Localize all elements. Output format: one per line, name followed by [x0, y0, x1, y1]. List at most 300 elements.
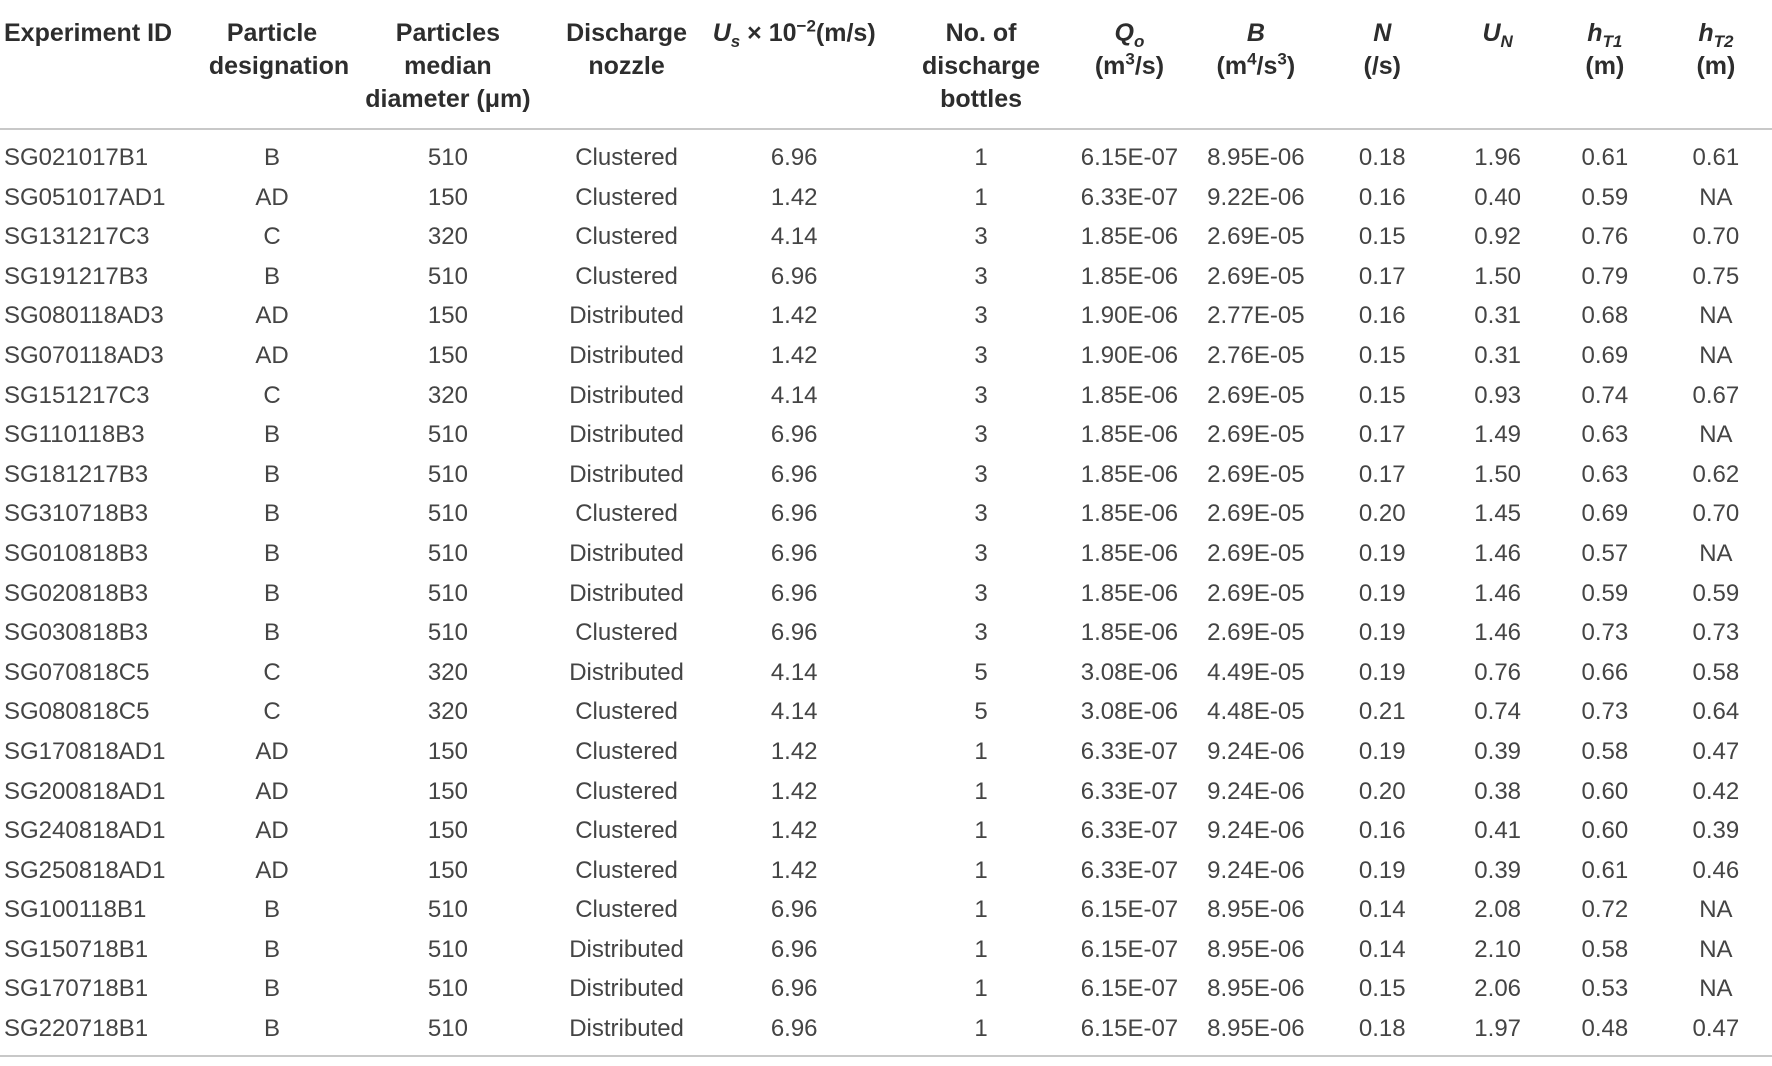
cell-buoyancy-frequency: 0.17: [1358, 460, 1406, 488]
cell-median-diameter: 150: [427, 817, 468, 845]
cell-buoyancy-frequency: 0.18: [1358, 144, 1406, 171]
cell-ht2: 0.59: [1692, 579, 1740, 607]
cell-particle-designation: B: [264, 262, 281, 290]
cell-ht2: 0.70: [1692, 223, 1740, 251]
cell-un: 0.31: [1474, 341, 1522, 369]
header-buoyancy-flux: B $(m^4/s^3)$: [1216, 19, 1296, 80]
cell-buoyancy-frequency: 0.19: [1358, 737, 1406, 765]
cell-particle-designation: B: [264, 421, 281, 449]
cell-ht1: 0.61: [1581, 856, 1629, 884]
cell-buoyancy-flux: 2.69E-05: [1207, 421, 1305, 449]
cell-settling-velocity: 6.96: [770, 619, 818, 647]
cell-discharge-bottles: 1: [974, 856, 988, 884]
cell-median-diameter: 510: [427, 619, 468, 647]
cell-median-diameter: 150: [427, 302, 468, 330]
cell-particle-designation: AD: [255, 302, 289, 330]
cell-discharge-nozzle: Distributed: [569, 539, 684, 567]
cell-buoyancy-frequency: 0.15: [1358, 223, 1406, 251]
cell-flow-rate: 1.85E-06: [1080, 539, 1179, 567]
cell-un: 2.10: [1474, 935, 1522, 963]
table-row: [0, 257, 1772, 297]
cell-discharge-bottles: 3: [974, 223, 988, 251]
cell-discharge-bottles: 1: [974, 183, 988, 211]
cell-discharge-bottles: 5: [974, 658, 988, 686]
cell-buoyancy-flux: 9.22E-06: [1207, 183, 1305, 211]
cell-discharge-nozzle: Clustered: [575, 698, 678, 726]
cell-ht1: 0.69: [1581, 341, 1629, 369]
cell-buoyancy-flux: 9.24E-06: [1207, 856, 1305, 884]
cell-flow-rate: 1.90E-06: [1080, 341, 1179, 369]
cell-experiment-id: SG070818C5: [4, 658, 150, 686]
cell-experiment-id: SG170718B1: [4, 975, 149, 1003]
cell-ht2: NA: [1699, 539, 1733, 567]
table-row: [0, 178, 1772, 218]
cell-settling-velocity: 6.96: [770, 1015, 818, 1043]
cell-experiment-id: SG150718B1: [4, 935, 149, 963]
cell-experiment-id: SG250818AD1: [4, 856, 166, 884]
table-row: [0, 930, 1772, 970]
cell-particle-designation: B: [264, 539, 281, 567]
cell-ht1: 0.79: [1581, 262, 1629, 290]
cell-discharge-bottles: 1: [974, 737, 988, 765]
table-row: [0, 574, 1772, 614]
cell-flow-rate: 1.85E-06: [1080, 262, 1179, 290]
table-body: [0, 129, 1772, 1056]
cell-buoyancy-flux: 2.69E-05: [1207, 539, 1305, 567]
cell-particle-designation: C: [263, 698, 281, 726]
cell-ht1: 0.59: [1581, 183, 1629, 211]
cell-particle-designation: AD: [255, 856, 289, 884]
cell-ht2: 0.75: [1692, 262, 1740, 290]
cell-flow-rate: 6.33E-07: [1080, 777, 1179, 805]
cell-discharge-bottles: 3: [974, 262, 988, 290]
cell-flow-rate: 6.33E-07: [1080, 737, 1179, 765]
cell-discharge-nozzle: Clustered: [575, 223, 678, 251]
cell-un: 0.38: [1474, 777, 1522, 805]
cell-ht2: NA: [1699, 341, 1733, 369]
cell-experiment-id: SG080118AD3: [4, 302, 164, 330]
cell-buoyancy-flux: 2.69E-05: [1207, 460, 1305, 488]
cell-particle-designation: B: [264, 975, 281, 1003]
cell-flow-rate: 6.15E-07: [1080, 935, 1179, 963]
cell-un: 0.92: [1474, 223, 1522, 251]
cell-discharge-bottles: 3: [974, 341, 988, 369]
cell-buoyancy-flux: 2.69E-05: [1207, 500, 1305, 528]
header-median-diameter: Particles median diameter (μm): [365, 19, 531, 113]
cell-median-diameter: 510: [427, 539, 468, 567]
cell-settling-velocity: 4.14: [770, 223, 818, 251]
header-buoyancy-frequency: N (/s): [1363, 19, 1401, 80]
cell-buoyancy-frequency: 0.20: [1358, 777, 1406, 805]
cell-buoyancy-flux: 9.24E-06: [1207, 737, 1305, 765]
cell-flow-rate: 1.85E-06: [1080, 460, 1179, 488]
cell-ht2: NA: [1699, 896, 1733, 924]
table-row: [0, 851, 1772, 891]
cell-flow-rate: 1.85E-06: [1080, 223, 1179, 251]
cell-experiment-id: SG020818B3: [4, 579, 149, 607]
cell-un: 1.46: [1474, 579, 1522, 607]
cell-discharge-nozzle: Distributed: [569, 460, 684, 488]
cell-discharge-bottles: 3: [974, 421, 988, 449]
cell-discharge-nozzle: Clustered: [575, 619, 678, 647]
cell-buoyancy-flux: 4.49E-05: [1207, 658, 1305, 686]
cell-flow-rate: 1.85E-06: [1080, 500, 1179, 528]
table-row: [0, 1009, 1772, 1056]
cell-flow-rate: 6.15E-07: [1080, 144, 1179, 171]
cell-particle-designation: C: [263, 223, 281, 251]
cell-un: 2.06: [1474, 975, 1522, 1003]
cell-settling-velocity: 6.96: [770, 262, 818, 290]
cell-flow-rate: 6.15E-07: [1080, 975, 1179, 1003]
cell-experiment-id: SG021017B1: [4, 144, 149, 171]
cell-buoyancy-flux: 2.69E-05: [1207, 262, 1305, 290]
cell-discharge-bottles: 1: [974, 935, 988, 963]
cell-ht1: 0.48: [1581, 1015, 1629, 1043]
cell-discharge-bottles: 3: [974, 460, 988, 488]
cell-settling-velocity: 6.96: [770, 539, 818, 567]
cell-buoyancy-frequency: 0.19: [1358, 856, 1406, 884]
table-row: [0, 772, 1772, 812]
cell-un: 0.74: [1474, 698, 1522, 726]
cell-un: 2.08: [1474, 896, 1522, 924]
header-flow-rate: $Q_o$ $(m^3/s)$: [1094, 19, 1165, 80]
cell-un: 0.31: [1474, 302, 1522, 330]
cell-discharge-bottles: 1: [974, 777, 988, 805]
cell-discharge-nozzle: Clustered: [575, 856, 678, 884]
header-ht1: $h_{T1}$ (m): [1585, 19, 1625, 80]
cell-buoyancy-flux: 2.77E-05: [1207, 302, 1305, 330]
cell-experiment-id: SG220718B1: [4, 1015, 149, 1043]
cell-un: 0.39: [1474, 737, 1522, 765]
cell-median-diameter: 320: [427, 381, 468, 409]
table-row: [0, 890, 1772, 930]
table-row: [0, 613, 1772, 653]
cell-median-diameter: 510: [427, 262, 468, 290]
cell-buoyancy-frequency: 0.14: [1358, 896, 1406, 924]
cell-ht1: 0.74: [1581, 381, 1629, 409]
cell-flow-rate: 3.08E-06: [1080, 698, 1179, 726]
cell-ht2: 0.47: [1692, 1015, 1740, 1043]
table-row: [0, 653, 1772, 693]
cell-settling-velocity: 6.96: [770, 935, 818, 963]
cell-particle-designation: AD: [255, 341, 289, 369]
table-row: [0, 217, 1772, 257]
cell-discharge-nozzle: Clustered: [575, 500, 678, 528]
cell-flow-rate: 1.90E-06: [1080, 302, 1179, 330]
cell-discharge-bottles: 3: [974, 579, 988, 607]
cell-median-diameter: 510: [427, 1015, 468, 1043]
cell-settling-velocity: 1.42: [770, 737, 818, 765]
cell-median-diameter: 510: [427, 144, 468, 171]
cell-buoyancy-frequency: 0.19: [1358, 539, 1406, 567]
table-row: [0, 455, 1772, 495]
cell-un: 1.49: [1474, 421, 1522, 449]
experiment-table: [0, 11, 1772, 1057]
cell-discharge-nozzle: Clustered: [575, 896, 678, 924]
cell-buoyancy-flux: 2.69E-05: [1207, 579, 1305, 607]
cell-buoyancy-flux: 2.69E-05: [1207, 223, 1305, 251]
cell-un: 1.50: [1474, 460, 1522, 488]
cell-ht1: 0.57: [1581, 539, 1629, 567]
cell-median-diameter: 320: [427, 658, 468, 686]
cell-discharge-nozzle: Clustered: [575, 737, 678, 765]
cell-settling-velocity: 4.14: [770, 381, 818, 409]
cell-ht1: 0.63: [1581, 460, 1629, 488]
cell-flow-rate: 1.85E-06: [1080, 381, 1179, 409]
cell-settling-velocity: 1.42: [770, 817, 818, 845]
cell-discharge-nozzle: Clustered: [575, 817, 678, 845]
cell-discharge-bottles: 1: [974, 896, 988, 924]
cell-experiment-id: SG100118B1: [4, 896, 147, 924]
cell-ht1: 0.63: [1581, 421, 1629, 449]
cell-experiment-id: SG131217C3: [4, 223, 150, 251]
cell-ht1: 0.60: [1581, 777, 1629, 805]
cell-median-diameter: 510: [427, 421, 468, 449]
cell-ht2: 0.42: [1692, 777, 1740, 805]
cell-experiment-id: SG170818AD1: [4, 737, 166, 765]
cell-un: 0.41: [1474, 817, 1522, 845]
header-ht2: $h_{T2}$ (m): [1696, 19, 1736, 80]
cell-experiment-id: SG110118B3: [4, 421, 145, 449]
cell-experiment-id: SG080818C5: [4, 698, 150, 726]
cell-un: 0.76: [1474, 658, 1522, 686]
cell-ht2: 0.58: [1692, 658, 1740, 686]
cell-discharge-bottles: 3: [974, 500, 988, 528]
cell-settling-velocity: 1.42: [770, 302, 818, 330]
cell-buoyancy-frequency: 0.19: [1358, 579, 1406, 607]
table-row: [0, 969, 1772, 1009]
cell-discharge-bottles: 3: [974, 381, 988, 409]
cell-ht2: NA: [1699, 302, 1733, 330]
cell-buoyancy-flux: 2.69E-05: [1207, 619, 1305, 647]
cell-discharge-bottles: 1: [974, 1015, 988, 1043]
cell-median-diameter: 150: [427, 341, 468, 369]
header-discharge-nozzle: Discharge nozzle: [566, 19, 687, 80]
table-row: [0, 336, 1772, 376]
cell-un: 0.40: [1474, 183, 1522, 211]
cell-buoyancy-frequency: 0.14: [1358, 935, 1406, 963]
header-experiment-id: Experiment ID: [4, 19, 173, 47]
cell-discharge-bottles: 1: [974, 144, 988, 171]
cell-ht1: 0.58: [1581, 935, 1629, 963]
cell-ht1: 0.72: [1581, 896, 1629, 924]
cell-ht1: 0.59: [1581, 579, 1629, 607]
cell-flow-rate: 1.85E-06: [1080, 421, 1179, 449]
cell-particle-designation: B: [264, 896, 281, 924]
cell-ht1: 0.60: [1581, 817, 1629, 845]
cell-ht2: 0.70: [1692, 500, 1740, 528]
cell-buoyancy-frequency: 0.15: [1358, 381, 1406, 409]
table-row: [0, 129, 1772, 178]
table-header: [0, 11, 1772, 129]
cell-ht1: 0.61: [1581, 144, 1629, 171]
cell-discharge-nozzle: Clustered: [575, 183, 678, 211]
cell-discharge-nozzle: Distributed: [569, 935, 684, 963]
header-un: $U_N$: [1482, 19, 1513, 51]
cell-median-diameter: 150: [427, 737, 468, 765]
table-row: [0, 732, 1772, 772]
cell-settling-velocity: 1.42: [770, 777, 818, 805]
cell-particle-designation: B: [264, 579, 281, 607]
cell-settling-velocity: 6.96: [770, 579, 818, 607]
cell-ht1: 0.76: [1581, 223, 1629, 251]
cell-settling-velocity: 6.96: [770, 460, 818, 488]
cell-particle-designation: AD: [255, 737, 289, 765]
cell-particle-designation: B: [264, 500, 281, 528]
cell-ht2: 0.73: [1692, 619, 1740, 647]
header-row: [0, 11, 1772, 129]
cell-settling-velocity: 6.96: [770, 500, 818, 528]
cell-buoyancy-flux: 2.69E-05: [1207, 381, 1305, 409]
cell-particle-designation: C: [263, 658, 281, 686]
cell-discharge-bottles: 3: [974, 302, 988, 330]
cell-discharge-nozzle: Distributed: [569, 658, 684, 686]
cell-particle-designation: B: [264, 935, 281, 963]
cell-buoyancy-frequency: 0.17: [1358, 421, 1406, 449]
cell-experiment-id: SG310718B3: [4, 500, 149, 528]
cell-un: 0.39: [1474, 856, 1522, 884]
cell-discharge-nozzle: Clustered: [575, 144, 678, 171]
cell-ht1: 0.69: [1581, 500, 1629, 528]
cell-median-diameter: 510: [427, 935, 468, 963]
cell-ht1: 0.53: [1581, 975, 1629, 1003]
cell-flow-rate: 6.15E-07: [1080, 1015, 1179, 1043]
cell-median-diameter: 510: [427, 500, 468, 528]
cell-buoyancy-frequency: 0.21: [1358, 698, 1406, 726]
cell-un: 1.45: [1474, 500, 1522, 528]
cell-buoyancy-flux: 9.24E-06: [1207, 777, 1305, 805]
cell-discharge-bottles: 1: [974, 817, 988, 845]
cell-ht2: 0.39: [1692, 817, 1740, 845]
cell-experiment-id: SG181217B3: [4, 460, 149, 488]
cell-buoyancy-flux: 8.95E-06: [1207, 144, 1305, 171]
cell-buoyancy-flux: 8.95E-06: [1207, 975, 1305, 1003]
cell-particle-designation: B: [264, 1015, 281, 1043]
cell-discharge-nozzle: Distributed: [569, 579, 684, 607]
cell-median-diameter: 150: [427, 777, 468, 805]
cell-discharge-nozzle: Distributed: [569, 975, 684, 1003]
cell-settling-velocity: 4.14: [770, 658, 818, 686]
cell-ht2: NA: [1699, 975, 1733, 1003]
cell-buoyancy-flux: 8.95E-06: [1207, 896, 1305, 924]
cell-settling-velocity: 1.42: [770, 183, 818, 211]
cell-flow-rate: 6.33E-07: [1080, 183, 1179, 211]
cell-buoyancy-frequency: 0.16: [1358, 183, 1406, 211]
cell-un: 1.46: [1474, 619, 1522, 647]
cell-settling-velocity: 1.42: [770, 856, 818, 884]
table-row: [0, 534, 1772, 574]
table-row: [0, 415, 1772, 455]
table-row: [0, 376, 1772, 416]
cell-discharge-nozzle: Distributed: [569, 381, 684, 409]
cell-settling-velocity: 1.42: [770, 341, 818, 369]
cell-buoyancy-frequency: 0.20: [1358, 500, 1406, 528]
cell-particle-designation: B: [264, 460, 281, 488]
cell-ht2: 0.64: [1692, 698, 1740, 726]
cell-flow-rate: 6.15E-07: [1080, 896, 1179, 924]
cell-ht2: 0.62: [1692, 460, 1740, 488]
cell-discharge-bottles: 3: [974, 539, 988, 567]
cell-buoyancy-frequency: 0.19: [1358, 619, 1406, 647]
cell-un: 1.96: [1474, 144, 1522, 171]
cell-settling-velocity: 6.96: [770, 144, 818, 171]
cell-un: 1.46: [1474, 539, 1522, 567]
cell-buoyancy-frequency: 0.17: [1358, 262, 1406, 290]
cell-flow-rate: 6.33E-07: [1080, 856, 1179, 884]
cell-buoyancy-frequency: 0.15: [1358, 341, 1406, 369]
header-settling-velocity: $U_s \times 10^{-2}(m/s)$: [712, 16, 876, 51]
cell-buoyancy-flux: 4.48E-05: [1207, 698, 1305, 726]
cell-ht2: NA: [1699, 183, 1733, 211]
cell-flow-rate: 6.33E-07: [1080, 817, 1179, 845]
cell-un: 1.50: [1474, 262, 1522, 290]
cell-buoyancy-frequency: 0.19: [1358, 658, 1406, 686]
cell-buoyancy-frequency: 0.15: [1358, 975, 1406, 1003]
cell-experiment-id: SG240818AD1: [4, 817, 166, 845]
cell-discharge-nozzle: Distributed: [569, 302, 684, 330]
cell-ht2: 0.61: [1692, 144, 1740, 171]
cell-experiment-id: SG010818B3: [4, 539, 149, 567]
cell-ht1: 0.58: [1581, 737, 1629, 765]
cell-buoyancy-flux: 8.95E-06: [1207, 1015, 1305, 1043]
cell-experiment-id: SG151217C3: [4, 381, 150, 409]
cell-discharge-nozzle: Distributed: [569, 1015, 684, 1043]
cell-discharge-nozzle: Distributed: [569, 421, 684, 449]
cell-discharge-bottles: 1: [974, 975, 988, 1003]
table-row: [0, 811, 1772, 851]
cell-particle-designation: B: [264, 144, 281, 171]
cell-median-diameter: 320: [427, 698, 468, 726]
cell-ht2: NA: [1699, 935, 1733, 963]
cell-settling-velocity: 6.96: [770, 421, 818, 449]
cell-settling-velocity: 6.96: [770, 975, 818, 1003]
cell-ht1: 0.73: [1581, 698, 1629, 726]
header-particle-designation: Particle designation: [208, 19, 350, 80]
cell-ht2: NA: [1699, 421, 1733, 449]
cell-discharge-nozzle: Distributed: [569, 341, 684, 369]
cell-median-diameter: 150: [427, 856, 468, 884]
cell-buoyancy-frequency: 0.16: [1358, 817, 1406, 845]
cell-experiment-id: SG051017AD1: [4, 183, 166, 211]
cell-flow-rate: 3.08E-06: [1080, 658, 1179, 686]
cell-particle-designation: C: [263, 381, 281, 409]
table-row: [0, 692, 1772, 732]
cell-particle-designation: AD: [255, 777, 289, 805]
cell-flow-rate: 1.85E-06: [1080, 619, 1179, 647]
cell-flow-rate: 1.85E-06: [1080, 579, 1179, 607]
table-row: [0, 494, 1772, 534]
cell-discharge-bottles: 3: [974, 619, 988, 647]
cell-ht2: 0.46: [1692, 856, 1740, 884]
cell-settling-velocity: 6.96: [770, 896, 818, 924]
cell-buoyancy-flux: 2.76E-05: [1207, 341, 1305, 369]
cell-discharge-nozzle: Clustered: [575, 262, 678, 290]
cell-ht1: 0.66: [1581, 658, 1629, 686]
cell-buoyancy-flux: 9.24E-06: [1207, 817, 1305, 845]
cell-experiment-id: SG070118AD3: [4, 341, 164, 369]
cell-discharge-bottles: 5: [974, 698, 988, 726]
cell-buoyancy-frequency: 0.18: [1358, 1015, 1406, 1043]
cell-particle-designation: AD: [255, 183, 289, 211]
cell-median-diameter: 150: [427, 183, 468, 211]
cell-median-diameter: 510: [427, 460, 468, 488]
cell-settling-velocity: 4.14: [770, 698, 818, 726]
cell-ht1: 0.73: [1581, 619, 1629, 647]
cell-ht1: 0.68: [1581, 302, 1629, 330]
header-discharge-bottles: No. of discharge bottles: [921, 19, 1041, 113]
cell-un: 1.97: [1474, 1015, 1522, 1043]
cell-particle-designation: AD: [255, 817, 289, 845]
